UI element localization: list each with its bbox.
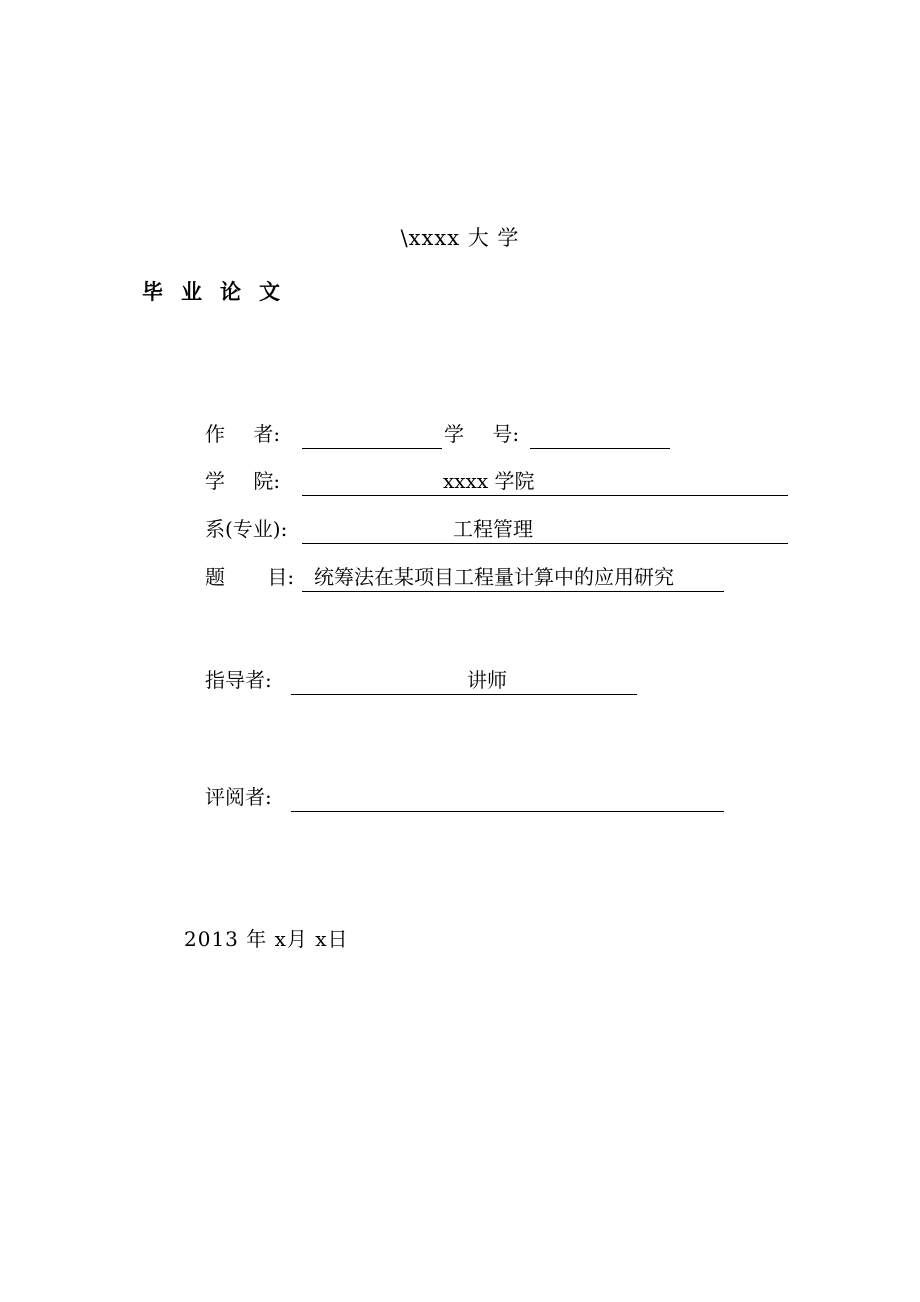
university-name: \xxxx 大 学 — [400, 226, 520, 250]
title-label: 题 目: — [205, 565, 295, 589]
advisor-label: 指导者: — [205, 668, 272, 692]
submission-date: 2013 年 x月 x日 — [184, 927, 349, 951]
title-value: 统筹法在某项目工程量计算中的应用研究 — [314, 565, 674, 589]
student-id-field — [530, 420, 670, 449]
author-label: 作 者: — [205, 422, 281, 446]
student-id-label: 学 号: — [444, 422, 520, 446]
department-value: 工程管理 — [453, 517, 533, 541]
document-type: 毕业论文 — [142, 280, 298, 304]
department-field — [302, 515, 788, 544]
reviewer-field — [291, 783, 724, 812]
college-value: xxxx 学院 — [443, 469, 535, 493]
department-label: 系(专业): — [205, 517, 288, 541]
author-field — [302, 420, 442, 449]
advisor-value: 讲师 — [467, 668, 507, 692]
reviewer-label: 评阅者: — [205, 785, 272, 809]
title-field — [302, 563, 724, 592]
college-label: 学 院: — [205, 469, 281, 493]
advisor-field — [291, 666, 637, 695]
college-field — [302, 467, 788, 496]
